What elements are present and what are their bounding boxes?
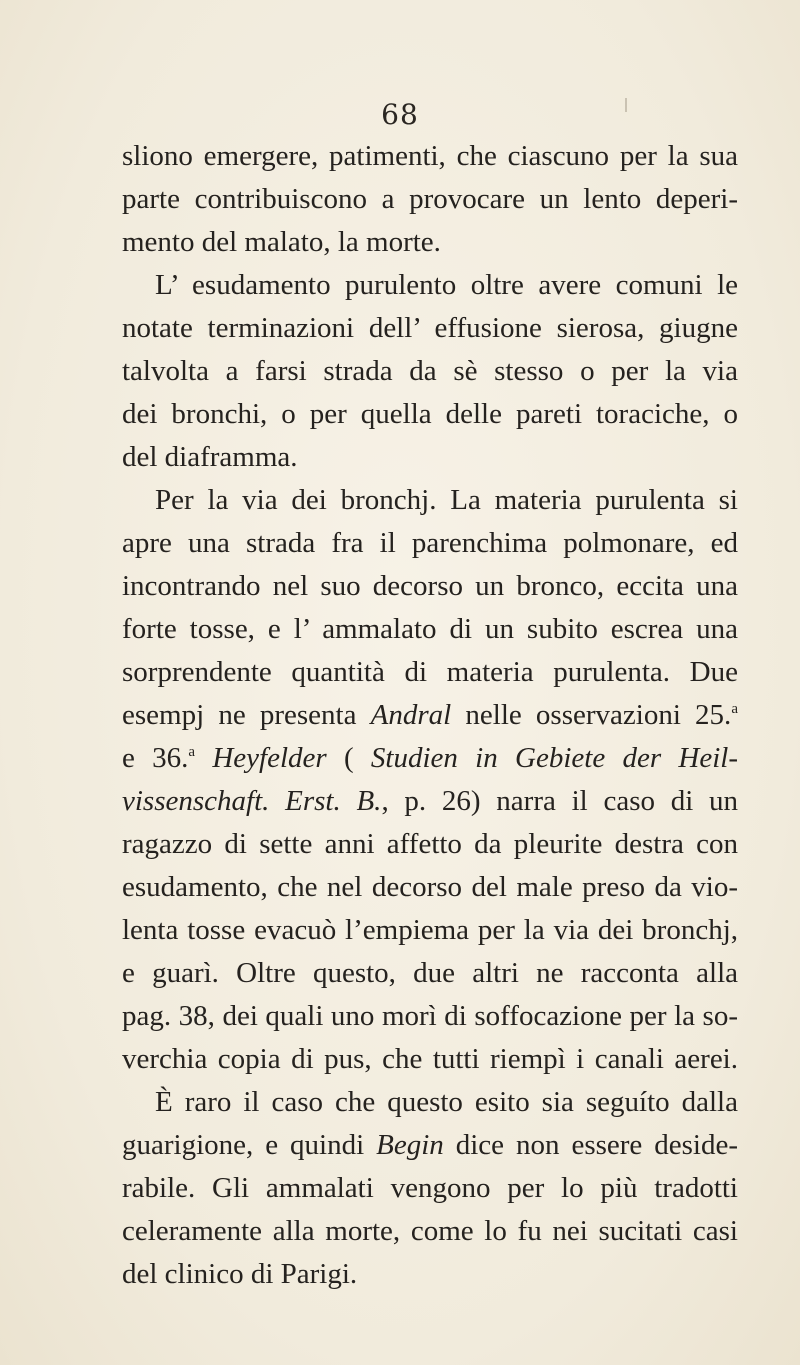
- text-line: [122, 393, 738, 436]
- superscript: a: [731, 701, 738, 717]
- text-run: esudamento, che nel decorso del male preso da vio-: [122, 871, 738, 903]
- text-run: talvolta a farsi strada da sè stesso o per la via: [122, 355, 738, 387]
- text-run: sorprendente quantità di materia purulenta. Due: [122, 656, 738, 688]
- text-line: [122, 264, 738, 307]
- text-line: [122, 1167, 738, 1210]
- text-run: sliono emergere, patimenti, che ciascuno per la sua: [122, 140, 738, 172]
- text-run: L’ esudamento purulento oltre avere comuni le: [155, 269, 738, 301]
- text-line: [122, 952, 738, 995]
- italic-text: Andral: [370, 699, 452, 731]
- text-run: apre una strada fra il parenchima polmonare, ed: [122, 527, 738, 559]
- text-run: (: [326, 742, 371, 774]
- text-run: dice non essere deside-: [443, 1129, 738, 1161]
- text-run: È raro il caso che questo esito sia seguíto dalla: [155, 1086, 738, 1118]
- text-line: [122, 522, 738, 565]
- text-line: [122, 694, 738, 737]
- text-line: [122, 135, 738, 178]
- text-run: , p. 26) narra il caso di un: [381, 785, 739, 817]
- text-line: [122, 1038, 738, 1081]
- text-run: verchia copia di pus, che tutti riempì i canali aerei.: [122, 1043, 738, 1075]
- text-run: ragazzo di sette anni affetto da pleurite destra con: [122, 828, 738, 860]
- text-run: e guarì. Oltre questo, due altri ne racconta alla: [122, 957, 738, 989]
- text-line: [122, 608, 738, 651]
- text-run: del diaframma.: [122, 441, 298, 473]
- text-line: [122, 565, 738, 608]
- text-run: Per la via dei bronchj. La materia purulenta si: [155, 484, 738, 516]
- italic-text: Studien in Gebiete der Heil-: [370, 742, 738, 774]
- text-line: [122, 780, 738, 823]
- text-line: [122, 995, 738, 1038]
- text-run: parte contribuiscono a provocare un lento deperi-: [122, 183, 738, 215]
- text-line: [122, 307, 738, 350]
- text-line: [122, 350, 738, 393]
- text-line: [122, 178, 738, 221]
- text-line: [122, 1081, 738, 1124]
- text-run: celeramente alla morte, come lo fu nei sucitati casi: [122, 1215, 738, 1247]
- text-line: [122, 1124, 738, 1167]
- text-run: pag. 38, dei quali uno morì di soffocazione per la so-: [122, 1000, 738, 1032]
- text-run: [195, 742, 212, 774]
- text-run: forte tosse, e l’ ammalato di un subito escrea una: [122, 613, 738, 645]
- text-run: rabile. Gli ammalati vengono per lo più tradotti: [122, 1172, 738, 1204]
- text-line: [122, 866, 738, 909]
- text-line: [122, 221, 738, 264]
- superscript: a: [188, 744, 196, 760]
- text-run: dei bronchi, o per quella delle pareti toraciche, o: [122, 398, 738, 430]
- text-run: del clinico di Parigi.: [122, 1258, 358, 1290]
- page-number: 68: [381, 98, 419, 131]
- italic-text: Heyfelder: [212, 742, 327, 774]
- text-run: guarigione, e quindi: [122, 1129, 377, 1161]
- text-run: e 36.: [122, 742, 189, 774]
- text-line: [122, 436, 738, 479]
- text-line: [122, 909, 738, 952]
- text-run: incontrando nel suo decorso un bronco, eccita una: [122, 570, 738, 602]
- text-line: [122, 651, 738, 694]
- text-line: [122, 479, 738, 522]
- text-line: [122, 1210, 738, 1253]
- text-run: esempj ne presenta: [122, 699, 371, 731]
- text-line: [122, 823, 738, 866]
- body-text: [122, 135, 738, 1296]
- text-run: notate terminazioni dell’ effusione sierosa, giugne: [122, 312, 738, 344]
- italic-text: vissenschaft. Erst. B.: [122, 785, 382, 817]
- text-line: [122, 1253, 738, 1296]
- text-run: mento del malato, la morte.: [122, 226, 441, 258]
- text-line: [122, 737, 738, 780]
- text-run: lenta tosse evacuò l’empiema per la via dei bronchj,: [122, 914, 738, 946]
- italic-text: Begin: [376, 1129, 444, 1161]
- text-run: nelle osservazioni 25.: [451, 699, 732, 731]
